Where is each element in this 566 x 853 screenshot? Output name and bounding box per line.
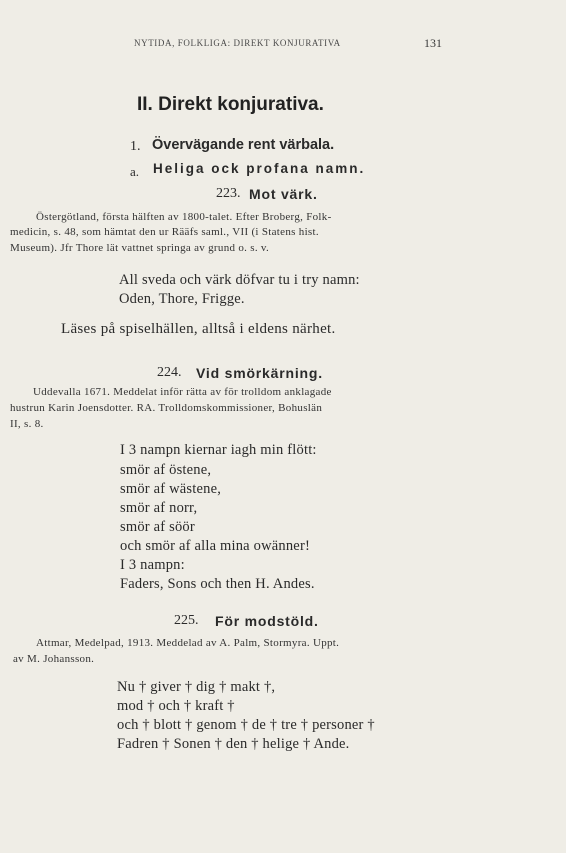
page-number: 131 — [424, 36, 442, 50]
running-head-title: NYTIDA, FOLKLIGA: DIREKT KONJURATIVA — [134, 38, 341, 48]
entry-224-verse-line: och smör af alla mina owänner! — [120, 538, 310, 554]
entry-223-verse-line: All sveda och värk döfvar tu i try namn: — [119, 272, 360, 288]
entry-224-verse-line: smör af söör — [120, 519, 195, 535]
entry-225-verse-line: och † blott † genom † de † tre † personer † — [117, 717, 375, 733]
entry-223-source-line: Museum). Jfr Thore lät vattnet springa av grund o. s. v. — [10, 242, 270, 254]
subsection-title: Heliga ock profana namn. — [153, 161, 366, 176]
entry-224-verse-line: smör af norr, — [120, 500, 198, 516]
entry-225-title: För modstöld. — [215, 613, 319, 629]
entry-225-verse-line: Nu † giver † dig † makt †, — [117, 679, 276, 695]
entry-223-source-line: medicin, s. 48, som hämtat den ur Rääfs saml., VII (i Statens hist. — [10, 226, 319, 238]
section-number: 1. — [130, 139, 141, 154]
entry-224-source-line: Uddevalla 1671. Meddelat inför rätta av för trolldom anklagade — [33, 386, 332, 398]
entry-225-number: 225. — [174, 613, 199, 628]
entry-223-note: Läses på spiselhällen, alltså i eldens närhet. — [61, 321, 336, 337]
entry-224-source-line: II, s. 8. — [10, 418, 44, 430]
entry-223-verse-line: Oden, Thore, Frigge. — [119, 291, 245, 307]
entry-223-number: 223. — [216, 186, 241, 201]
entry-224-source-line: hustrun Karin Joensdotter. RA. Trolldomskommissioner, Bohuslän — [10, 402, 323, 414]
subsection-letter: a. — [130, 164, 140, 179]
entry-224-verse-line: I 3 nampn: — [120, 557, 185, 573]
running-head — [0, 38, 566, 52]
entry-224-verse-line: smör af östene, — [120, 462, 212, 478]
entry-225-source-line: av M. Johansson. — [13, 653, 95, 665]
entry-225-verse-line: mod † och † kraft † — [117, 698, 235, 714]
entry-225-source-line: Attmar, Medelpad, 1913. Meddelad av A. Palm, Stormyra. Uppt. — [36, 637, 340, 649]
entry-224-verse-line: Faders, Sons och then H. Andes. — [120, 576, 315, 592]
entry-224-verse-line: I 3 nampn kiernar iagh min flött: — [120, 442, 317, 458]
entry-223-source-line: Östergötland, första hälften av 1800-talet. Efter Broberg, Folk- — [36, 211, 332, 223]
entry-224-title: Vid smörkärning. — [196, 365, 323, 381]
chapter-heading: II. Direkt konjurativa. — [137, 94, 324, 115]
entry-223-title: Mot värk. — [249, 186, 318, 202]
entry-224-number: 224. — [157, 365, 182, 380]
entry-224-verse-line: smör af wästene, — [120, 481, 222, 497]
entry-225-verse-line: Fadren † Sonen † den † helige † Ande. — [117, 736, 350, 752]
section-title: Övervägande rent värbala. — [152, 137, 335, 153]
